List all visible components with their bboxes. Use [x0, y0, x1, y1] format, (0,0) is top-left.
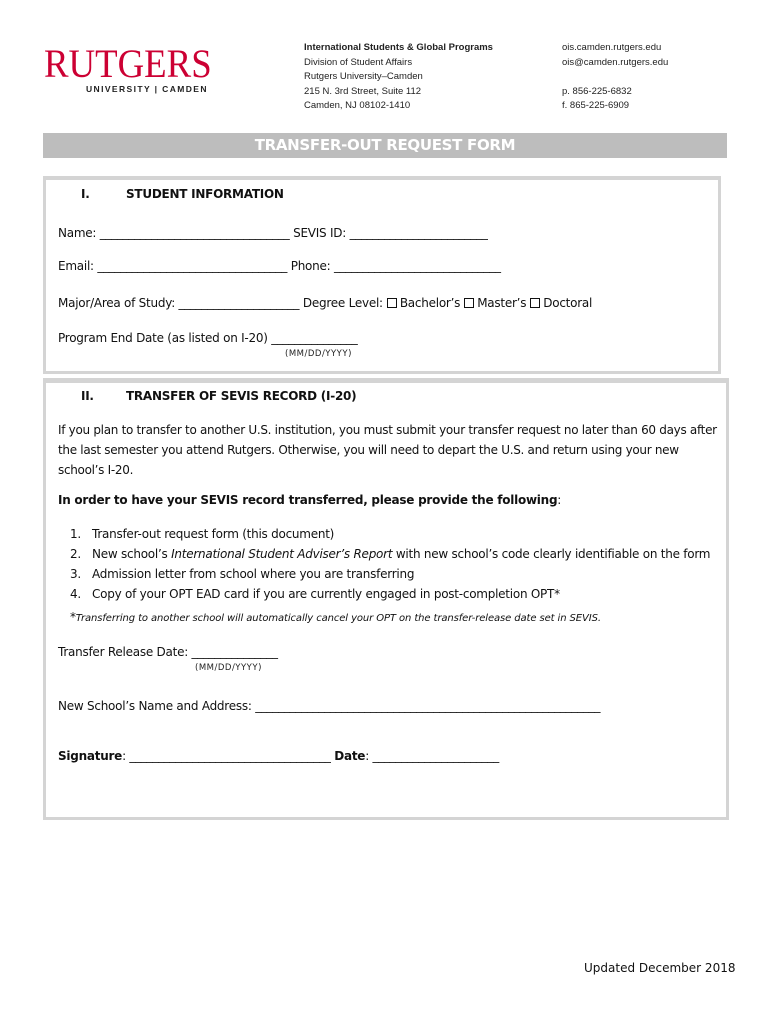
list-item — [70, 567, 710, 587]
major-degree-row — [58, 296, 592, 310]
email-phone-field[interactable]: Email: _________________________________ Phone: _____________________________ — [58, 259, 501, 273]
masters-label: Master’s — [477, 296, 527, 310]
intro-line-1: If you plan to transfer to another U.S. institution, you must submit your transfer request no later than 60 days after — [58, 423, 717, 437]
opt-note — [70, 608, 601, 626]
masters-checkbox[interactable] — [464, 298, 474, 308]
list-item-text: New school’s — [92, 547, 172, 561]
list-item-text-end: with new school’s code clearly identifiable on the form — [392, 547, 711, 561]
rutgers-logo-subline: UNIVERSITY | CAMDEN — [86, 84, 208, 94]
rutgers-logo-wordmark: RUTGERS — [44, 41, 212, 86]
bachelors-label: Bachelor’s — [399, 296, 461, 310]
program-end-date-field[interactable]: Program End Date (as listed on I-20) _______________ — [58, 331, 358, 345]
list-item — [70, 587, 710, 607]
section1-numeral: I. — [81, 187, 90, 201]
intro-line-3: school’s I-20. — [58, 463, 134, 477]
section2-heading: TRANSFER OF SEVIS RECORD (I-20) — [126, 389, 357, 403]
city: Camden, NJ 08102-1410 — [304, 100, 411, 111]
intro-line-2: the last semester you attend Rutgers. Otherwise, you will need to depart the U.S. and return using your new — [58, 443, 679, 457]
office-title: International Students & Global Programs — [304, 42, 493, 53]
bachelors-checkbox[interactable] — [387, 298, 397, 308]
form-title: TRANSFER-OUT REQUEST FORM — [43, 133, 727, 158]
opt-note-star: * — [70, 610, 76, 624]
program-end-date-format: (MM/DD/YYYY) — [285, 349, 352, 359]
section2-numeral: II. — [81, 389, 94, 403]
date-label: Date — [334, 749, 366, 763]
provide-heading-text: In order to have your SEVIS record transferred, please provide the following — [58, 493, 558, 507]
fax: f. 865-225-6909 — [562, 100, 630, 111]
name-sevis-field[interactable]: Name: _________________________________ SEVIS ID: ________________________ — [58, 226, 488, 240]
email: ois@camden.rutgers.edu — [562, 56, 669, 68]
opt-note-text: Transferring to another school will automatically cancel your OPT on the transfer-release date set in SEVIS. — [75, 613, 601, 624]
provide-heading-colon: : — [557, 493, 562, 507]
signature-date-row — [58, 749, 499, 763]
list-item-number: 4. — [70, 587, 81, 601]
list-item-text: Transfer-out request form (this document) — [92, 527, 335, 541]
provide-heading — [58, 493, 561, 507]
release-date-format: (MM/DD/YYYY) — [195, 663, 262, 673]
contact-block — [562, 41, 668, 114]
signature-field[interactable]: : ___________________________________ — [122, 749, 331, 763]
transfer-intro-paragraph — [58, 420, 718, 480]
street: 215 N. 3rd Street, Suite 112 — [304, 85, 422, 97]
doctoral-label: Doctoral — [543, 296, 593, 310]
section1-heading: STUDENT INFORMATION — [126, 187, 284, 201]
date-field[interactable]: : ______________________ — [365, 749, 500, 763]
list-item-number: 1. — [70, 527, 81, 541]
phone: p. 856-225-6832 — [562, 85, 632, 97]
list-item — [70, 547, 710, 567]
requirements-list — [70, 527, 710, 607]
doctoral-checkbox[interactable] — [530, 298, 540, 308]
university: Rutgers University–Camden — [304, 71, 423, 82]
transfer-release-date-field[interactable]: Transfer Release Date: _______________ — [58, 645, 278, 659]
signature-label: Signature — [58, 749, 123, 763]
list-item-italic: International Student Adviser’s Report — [171, 547, 393, 561]
list-item-number: 2. — [70, 547, 81, 561]
list-item-text: Copy of your OPT EAD card if you are currently engaged in post-completion OPT* — [92, 587, 560, 601]
office-address-block — [304, 41, 493, 114]
list-item-text: Admission letter from school where you are transferring — [92, 567, 415, 581]
division: Division of Student Affairs — [304, 56, 413, 68]
list-item — [70, 527, 710, 547]
list-item-number: 3. — [70, 567, 81, 581]
updated-date: Updated December 2018 — [584, 961, 736, 975]
website: ois.camden.rutgers.edu — [562, 42, 662, 53]
new-school-field[interactable]: New School’s Name and Address: ____________________________________________________________ — [58, 699, 601, 713]
major-degree-field[interactable]: Major/Area of Study: _____________________ Degree Level: — [58, 296, 383, 310]
